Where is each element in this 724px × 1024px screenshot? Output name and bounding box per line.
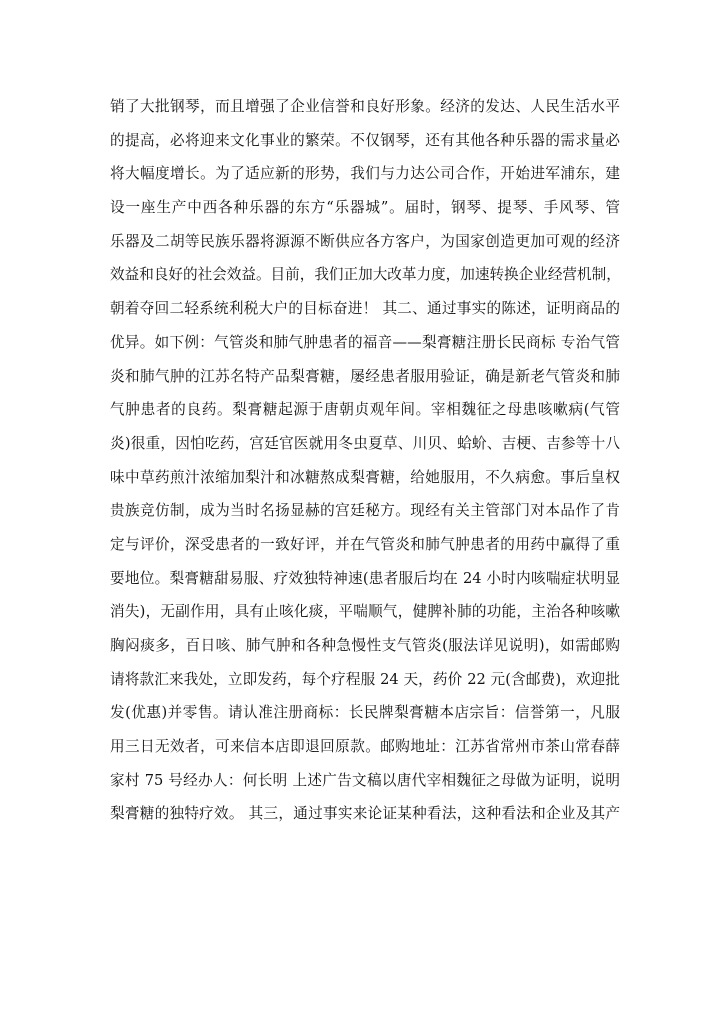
text-line: 胸闷痰多，百日咳、肺气肿和各种急慢性支气管炎(服法详见说明)，如需邮购 <box>110 637 620 654</box>
text-line: 的提高，必将迎来文化事业的繁荣。不仅钢琴，还有其他各种乐器的需求量必 <box>110 131 620 149</box>
body-text <box>110 90 620 831</box>
text-line: 请将款汇来我处，立即发药，每个疗程服 24 天，药价 22 元(含邮费)，欢迎批 <box>110 670 620 688</box>
text-line: 乐器及二胡等民族乐器将源源不断供应各方客户，为国家创造更加可观的经济 <box>110 232 620 250</box>
text-line: 贵族竞仿制，成为当时名扬显赫的宫廷秘方。现经有关主管部门对本品作了肯 <box>110 502 620 520</box>
text-line: 消失)，无副作用，具有止咳化痰，平喘顺气，健脾补肺的功能，主治各种咳嗽 <box>110 603 620 621</box>
text-line: 要地位。梨膏糖甜易服、疗效独特神速(患者服后均在 24 小时内咳喘症状明显 <box>110 569 620 587</box>
text-line: 味中草药煎汁浓缩加梨汁和冰糖熬成梨膏糖，给她服用，不久病愈。事后皇权 <box>110 468 620 486</box>
text-line: 效益和良好的社会效益。目前，我们正加大改革力度，加速转换企业经营机制， <box>110 266 621 284</box>
text-line: 气肿患者的良药。梨膏糖起源于唐朝贞观年间。宰相魏征之母患咳嗽病(气管 <box>110 401 620 419</box>
text-line: 设一座生产中西各种乐器的东方“乐器城”。届时，钢琴、提琴、手风琴、管 <box>110 199 620 217</box>
text-line: 梨膏糖的独特疗效。 其三，通过事实来论证某种看法，这种看法和企业及其产 <box>110 805 620 823</box>
text-line: 炎)很重，因怕吃药，宫廷官医就用冬虫夏草、川贝、蛤蚧、吉梗、吉参等十八 <box>110 434 620 452</box>
text-line: 销了大批钢琴，而且增强了企业信誉和良好形象。经济的发达、人民生活水平 <box>110 98 620 115</box>
text-line: 用三日无效者，可来信本店即退回原款。邮购地址：江苏省常州市茶山常春薛 <box>110 738 620 756</box>
text-line: 发(优惠)并零售。请认准注册商标：长民牌梨膏糖本店宗旨：信誉第一，凡服 <box>110 704 620 722</box>
text-line: 家村 75 号经办人：何长明 上述广告文稿以唐代宰相魏征之母做为证明，说明 <box>110 771 620 789</box>
text-line: 朝着夺回二轻系统利税大户的目标奋进！ 其二、通过事实的陈述，证明商品的 <box>110 300 620 318</box>
text-line: 炎和肺气肿的江苏名特产品梨膏糖，屡经患者服用验证，确是新老气管炎和肺 <box>110 367 620 385</box>
text-line: 将大幅度增长。为了适应新的形势，我们与力达公司合作，开始进军浦东，建 <box>110 165 620 183</box>
text-line: 定与评价，深受患者的一致好评，并在气管炎和肺气肿患者的用药中赢得了重 <box>110 535 620 553</box>
text-line: 优异。如下例：气管炎和肺气肿患者的福音——梨膏糖注册长民商标 专治气管 <box>110 333 620 351</box>
